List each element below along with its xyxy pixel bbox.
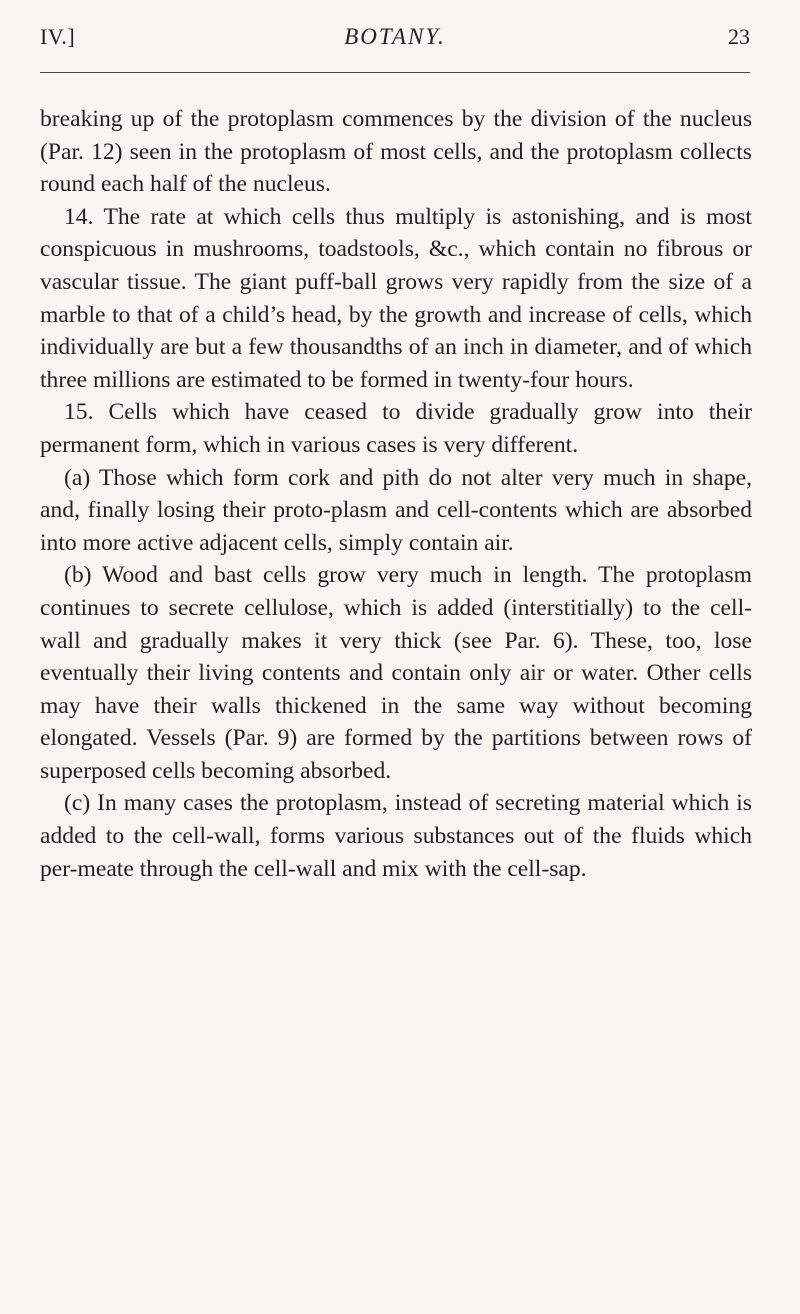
chapter-marker: IV.] [40,24,76,49]
running-head [40,24,750,54]
paragraph-15a: (a) Those which form cork and pith do not alter very much in shape, and, finally losing their proto-plasm and cell-contents which are absorbed into more active adjacent cells, simply contain air. [40,464,752,556]
page-number: 23 [728,24,750,49]
paragraph-15: 15. Cells which have ceased to divide gradually grow into their permanent form, which in various cases is very different. [40,399,752,458]
paragraph-14: 14. The rate at which cells thus multiply is astonishing, and is most conspicuous in mushrooms, toadstools, &c., which contain no fibrous or vascular tissue. The giant puff-ball grows very rapidly from the size of a marble to that of a child’s head, by the growth and increase of cells, which individually are but a few thousandths of an inch in diameter, and of which three millions are estimated to be formed in twenty-four hours. [40,203,752,393]
paragraph-continuation: breaking up of the protoplasm commences by the division of the nucleus (Par. 12) seen in the protoplasm of most cells, and the protoplasm collects round each half of the nucleus. [40,106,752,198]
running-title: BOTANY. [344,24,446,49]
body-text [40,103,752,885]
paragraph-15b: (b) Wood and bast cells grow very much in length. The protoplasm continues to secrete cellulose, which is added (interstitially) to the cell-wall and gradually makes it very thick (see Par. 6). These, too, lose eventually their living contents and contain only air or water. Other cells may have their walls thickened in the same way without becoming elongated. Vessels (Par. 9) are formed by the partitions between rows of superposed cells becoming absorbed. [40,562,752,784]
paragraph-15c: (c) In many cases the protoplasm, instead of secreting material which is added to the cell-wall, forms various substances out of the fluids which per-meate through the cell-wall and mix with the cell-sap. [40,790,752,882]
header-rule [40,72,750,73]
